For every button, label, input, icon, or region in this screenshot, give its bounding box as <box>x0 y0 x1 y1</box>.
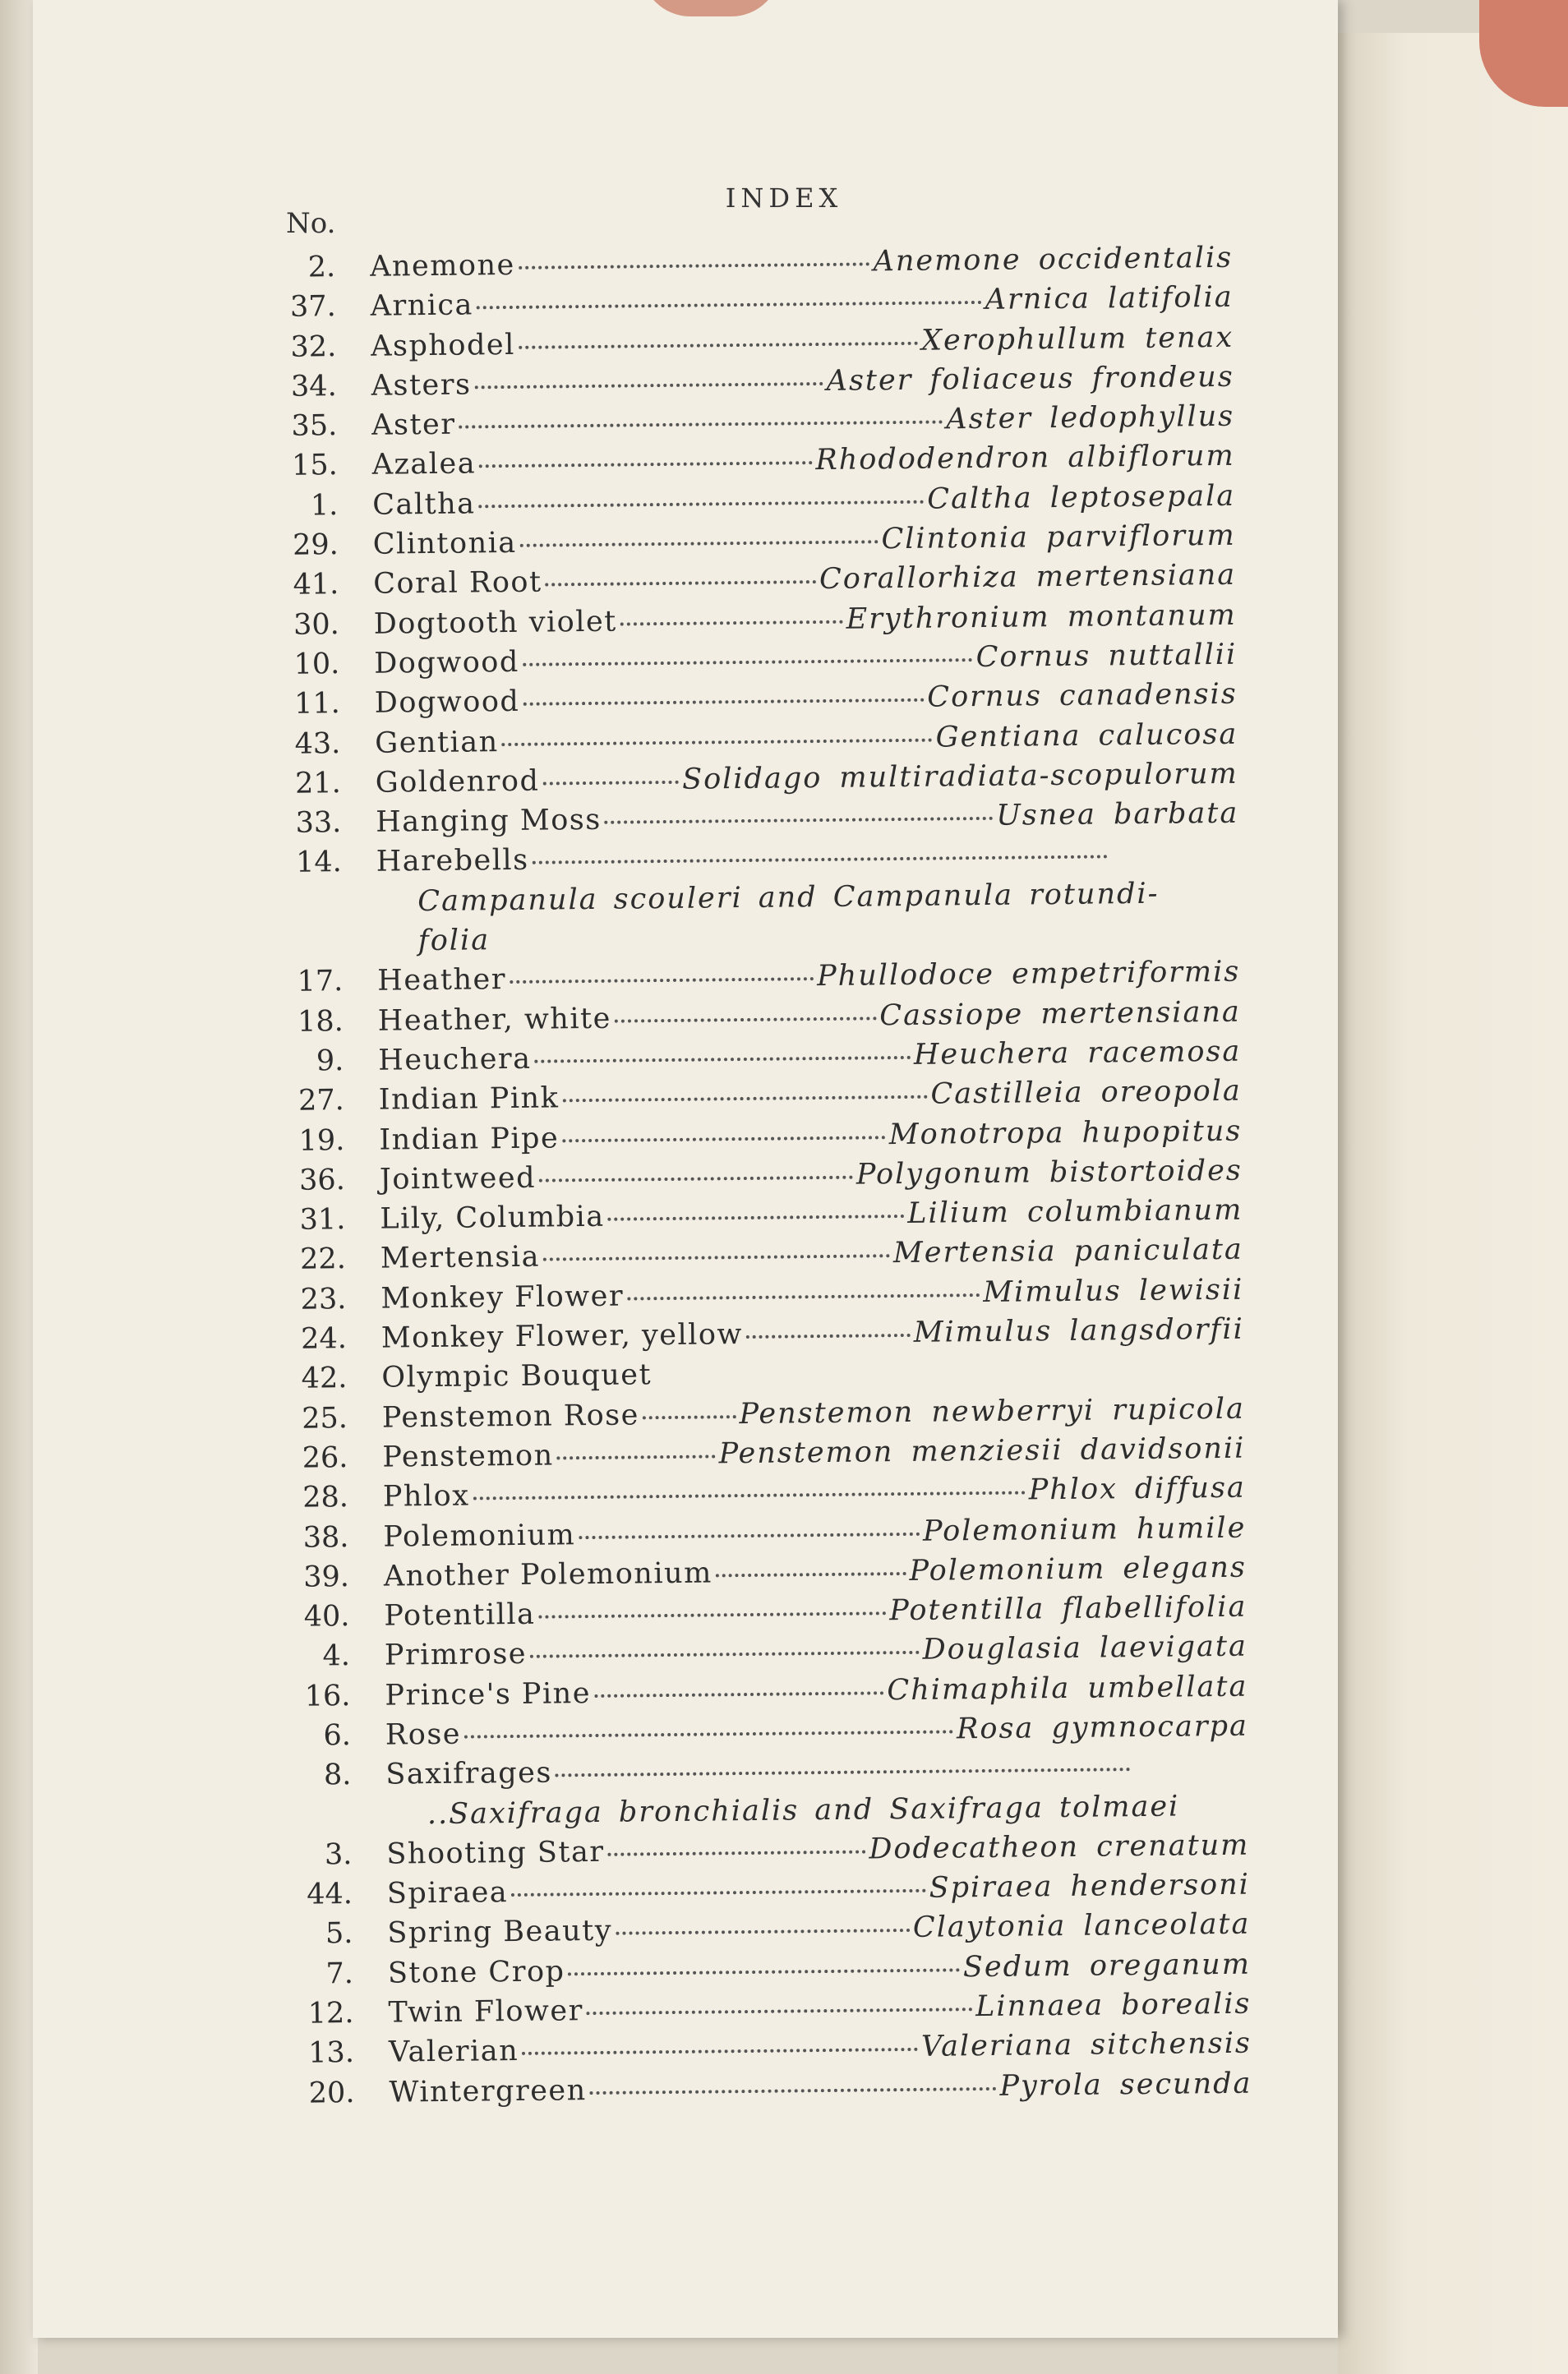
entry-number: 15. <box>291 449 338 483</box>
dot-leader <box>477 301 982 309</box>
dot-leader <box>557 1454 716 1459</box>
entry-common-name: Spring Beauty <box>387 1915 613 1951</box>
entry-number: 21. <box>294 767 341 800</box>
entry-number: 18. <box>297 1004 344 1039</box>
dot-leader <box>587 2008 972 2015</box>
entry-common-name: Aster <box>371 408 456 442</box>
entry-common-name: Jointweed <box>379 1161 537 1196</box>
entry-number: 43. <box>294 726 341 761</box>
dot-leader <box>543 1255 890 1261</box>
dot-leader <box>562 1095 927 1103</box>
dot-leader <box>535 1056 911 1063</box>
dot-leader <box>464 1730 953 1738</box>
page-title: INDEX <box>725 182 843 214</box>
entry-number: 42. <box>301 1362 348 1396</box>
entry-number: 8. <box>323 1759 352 1792</box>
entry-latin-name: Spiraea hendersoni <box>929 1868 1251 1905</box>
dot-leader <box>522 2048 918 2055</box>
entry-latin-name: Heuchera racemosa <box>913 1035 1242 1072</box>
entry-latin-name: Penstemon menziesii davidsonii <box>718 1431 1246 1471</box>
entry-common-name: Monkey Flower <box>380 1279 625 1316</box>
number-column-header: No. <box>286 207 336 240</box>
entry-number: 36. <box>298 1163 346 1197</box>
entry-latin-name: Penstemon newberryi rupicola <box>739 1392 1246 1431</box>
entry-latin-name: Usnea barbata <box>996 796 1239 832</box>
entry-latin-name: Rhododendron albiflorum <box>815 440 1235 477</box>
entry-latin-name: Aster ledophyllus <box>946 399 1235 436</box>
entry-number: 29. <box>292 528 339 562</box>
entry-common-name: Asphodel <box>371 328 515 363</box>
entry-common-name: Rose <box>385 1717 462 1752</box>
entry-common-name: Harebells <box>376 844 529 879</box>
entry-common-name: Penstemon Rose <box>381 1398 640 1435</box>
entry-latin-name: Cornus nuttallii <box>975 638 1238 675</box>
entry-number: 5. <box>325 1917 353 1951</box>
entry-latin-name: Polemonium elegans <box>909 1551 1247 1588</box>
entry-number: 7. <box>325 1957 354 1991</box>
entry-latin-name: Solidago multiradiata-scopulorum <box>681 757 1238 796</box>
entry-common-name: Monkey Flower, yellow <box>380 1318 744 1355</box>
entry-common-name: Asters <box>371 368 472 403</box>
entry-common-name: Anemone <box>369 248 515 283</box>
entry-latin-name: Valeriana sitchensis <box>920 2026 1252 2064</box>
dot-leader <box>594 1691 884 1698</box>
dot-leader <box>615 1016 877 1022</box>
dot-leader <box>568 1968 960 1975</box>
entry-common-name: Polemonium <box>383 1518 576 1554</box>
entry-number: 30. <box>293 607 339 642</box>
entry-common-name: Goldenrod <box>375 764 540 800</box>
entry-latin-name: Dodecatheon crenatum <box>869 1828 1250 1866</box>
entry-latin-continuation: folia <box>417 924 491 958</box>
entry-common-name: Olympic Bouquet <box>381 1358 653 1394</box>
entry-number: 3. <box>324 1837 353 1872</box>
entry-number: 33. <box>295 806 342 840</box>
entry-latin-name: Linnaea borealis <box>975 1987 1252 2024</box>
entry-number: 11. <box>293 687 340 721</box>
entry-number: 31. <box>299 1203 346 1237</box>
dot-leader <box>746 1334 911 1339</box>
entry-latin-name: Phullodoce empetriformis <box>816 956 1241 993</box>
entry-latin-name: Mimulus langsdorfii <box>913 1312 1245 1349</box>
entry-number: 39. <box>303 1560 350 1594</box>
entry-common-name: Caltha <box>372 487 476 522</box>
entry-latin-name: Xerophullum tenax <box>920 320 1234 357</box>
entry-number: 16. <box>304 1679 351 1713</box>
entry-latin-name: Anemone occidentalis <box>873 241 1234 279</box>
entry-number: 27. <box>297 1084 345 1118</box>
entry-number: 17. <box>297 965 344 999</box>
entry-common-name: Dogwood <box>374 685 520 720</box>
entry-number: 25. <box>301 1401 348 1436</box>
dot-leader <box>474 382 823 389</box>
dot-leader <box>608 1215 905 1221</box>
dot-leader <box>511 1889 925 1897</box>
dot-leader <box>616 1929 910 1935</box>
entry-common-name: Clintonia <box>372 526 517 561</box>
entry-common-name: Saxifrages <box>385 1756 553 1791</box>
dot-leader <box>473 1491 1025 1500</box>
entry-common-name: Phlox <box>382 1479 470 1514</box>
entry-number: 20. <box>308 2076 355 2110</box>
dot-leader <box>562 1136 886 1142</box>
entry-number: 26. <box>302 1441 348 1475</box>
dot-leader <box>538 1611 886 1618</box>
entry-number: 13. <box>308 2036 355 2071</box>
entry-number: 35. <box>291 409 338 443</box>
dot-leader <box>530 1651 920 1658</box>
dot-leader <box>519 262 870 269</box>
entry-latin-name: Rosa gymnocarpa <box>956 1709 1249 1746</box>
entry-number: 6. <box>323 1719 352 1753</box>
entry-common-name: Shooting Star <box>386 1835 605 1871</box>
entry-number: 14. <box>295 846 343 880</box>
dot-leader <box>579 1532 920 1538</box>
dot-leader <box>533 855 1108 864</box>
dot-leader <box>620 620 843 625</box>
entry-common-name: Twin Flower <box>388 1994 584 2030</box>
entry-latin-name: Phlox diffusa <box>1028 1471 1247 1507</box>
entry-common-name: Dogwood <box>374 645 520 680</box>
entry-common-name: Mertensia <box>380 1241 541 1276</box>
entry-common-name: Penstemon <box>382 1439 554 1474</box>
entry-common-name: Another Polemonium <box>383 1556 713 1593</box>
entry-common-name: Spiraea <box>386 1876 509 1911</box>
dot-leader <box>627 1293 980 1300</box>
entry-latin-name: Erythronium montanum <box>846 598 1237 636</box>
entry-number: 1. <box>310 488 339 523</box>
entry-common-name: Coral Root <box>373 565 542 602</box>
entry-number: 34. <box>290 370 337 403</box>
entry-number: 32. <box>290 330 337 364</box>
entry-common-name: Prince's Pine <box>385 1676 592 1713</box>
entry-latin-name: Polygonum bistortoides <box>855 1154 1243 1192</box>
index-list <box>271 242 1252 2117</box>
entry-number: 2. <box>307 251 336 284</box>
entry-common-name: Heather <box>377 963 507 998</box>
entry-common-name: Lily, Columbia <box>380 1200 605 1236</box>
dot-leader <box>479 500 925 508</box>
entry-latin-name: Douglasia laevigata <box>922 1630 1248 1667</box>
entry-common-name: Dogtooth violet <box>373 605 617 641</box>
dot-leader <box>542 781 679 786</box>
dot-leader <box>523 698 924 706</box>
entry-number: 4. <box>322 1639 351 1673</box>
entry-latin-name: Claytonia lanceolata <box>912 1908 1251 1945</box>
entry-common-name: Indian Pipe <box>379 1121 560 1157</box>
entry-common-name: Arnica <box>370 288 474 324</box>
entry-number: 9. <box>316 1044 344 1078</box>
entry-latin-name: Arnica latifolia <box>985 281 1234 317</box>
entry-latin-name: Aster foliaceus frondeus <box>826 360 1234 398</box>
entry-latin-name: Cassiope mertensiana <box>879 995 1241 1032</box>
entry-latin-name: Mimulus lewisii <box>983 1273 1244 1309</box>
entry-number: 12. <box>307 1997 354 2031</box>
entry-latin-name: Polemonium humile <box>922 1511 1247 1548</box>
entry-number: 23. <box>300 1282 347 1316</box>
dot-leader <box>520 540 879 547</box>
dot-leader <box>502 738 933 745</box>
entry-number: 24. <box>300 1322 348 1356</box>
entry-number: 40. <box>303 1600 350 1634</box>
entry-latin-name: Gentiana calucosa <box>935 717 1238 754</box>
dot-leader <box>643 1415 736 1419</box>
entry-common-name: Heather, white <box>377 1002 612 1038</box>
entry-latin-name: Mertensia paniculata <box>892 1233 1243 1270</box>
entry-number: 10. <box>293 648 340 681</box>
entry-common-name: Heuchera <box>378 1042 532 1077</box>
entry-number: 41. <box>293 568 339 602</box>
entry-common-name: Indian Pink <box>378 1081 560 1117</box>
dot-leader <box>519 341 918 348</box>
entry-common-name: Stone Crop <box>387 1955 565 1990</box>
dot-leader <box>479 462 812 468</box>
dot-leader <box>546 580 816 586</box>
entry-latin-name: Pyrola secunda <box>999 2067 1252 2103</box>
entry-number: 28. <box>302 1481 349 1514</box>
entry-latin-name: Chimaphila umbellata <box>887 1670 1248 1707</box>
dot-leader <box>523 658 973 666</box>
entry-common-name: Wintergreen <box>389 2073 587 2109</box>
entry-latin-name: Lilium columbianum <box>907 1193 1243 1231</box>
dot-leader <box>510 977 814 984</box>
dot-leader <box>556 1768 1131 1777</box>
entry-common-name: Potentilla <box>384 1597 536 1633</box>
right-page <box>1338 33 1568 2374</box>
entry-common-name: Primrose <box>384 1638 528 1673</box>
dot-leader <box>608 1850 866 1855</box>
entry-common-name: Hanging Moss <box>376 803 602 839</box>
entry-number: 22. <box>299 1242 347 1277</box>
entry-latin-name: Cornus canadensis <box>927 677 1238 714</box>
dot-leader <box>605 817 994 824</box>
entry-number: 37. <box>289 290 336 325</box>
dot-leader <box>459 421 943 429</box>
dot-leader <box>590 2087 997 2095</box>
entry-latin-name: Potentilla flabellifolia <box>888 1590 1247 1628</box>
entry-latin-name: Caltha leptosepala <box>927 479 1236 516</box>
entry-number: 44. <box>307 1878 353 1911</box>
entry-latin-name: Castilleia oreopola <box>930 1074 1242 1111</box>
entry-number: 19. <box>298 1123 345 1158</box>
dot-leader <box>716 1572 906 1577</box>
entry-number: 38. <box>302 1520 349 1555</box>
entry-latin-name: Sedum oreganum <box>962 1948 1252 1984</box>
entry-common-name: Azalea <box>371 447 477 482</box>
entry-latin-continuation: ..Saxifraga bronchialis and Saxifraga tolmaei <box>427 1790 1180 1831</box>
entry-latin-name: Clintonia parviflorum <box>881 519 1236 556</box>
entry-latin-continuation: Campanula scouleri and Campanula rotundi- <box>417 877 1160 918</box>
entry-latin-name: Corallorhiza mertensiana <box>819 559 1237 597</box>
entry-common-name: Valerian <box>388 2035 519 2069</box>
entry-latin-name: Monotropa hupopitus <box>888 1114 1243 1151</box>
entry-common-name: Gentian <box>375 725 499 760</box>
dot-leader <box>539 1175 853 1182</box>
